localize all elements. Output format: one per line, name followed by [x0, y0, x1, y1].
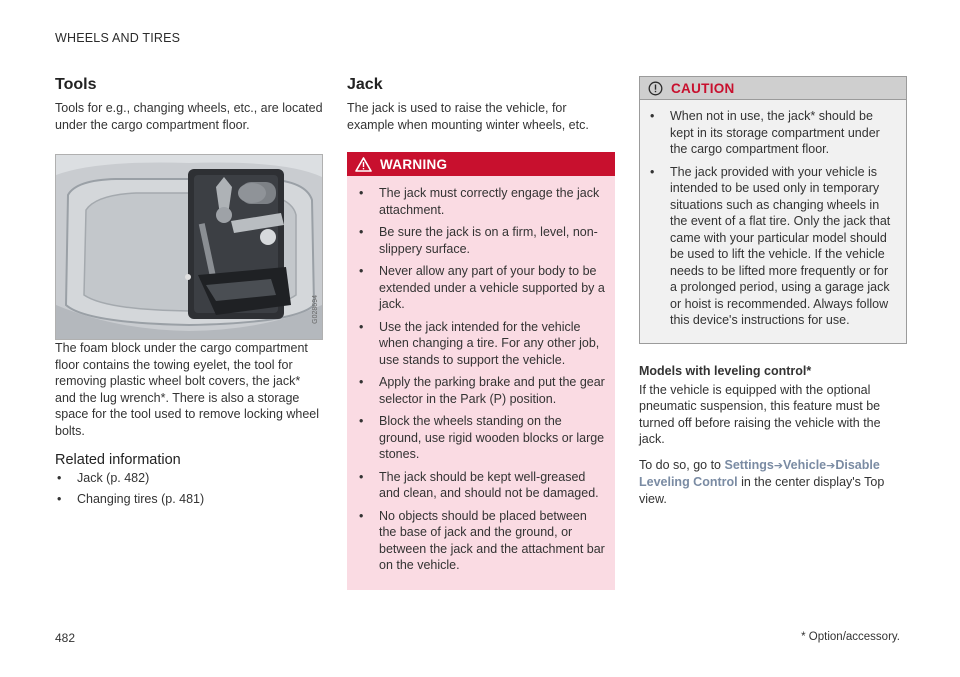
warning-title: WARNING: [380, 156, 448, 172]
jack-column: [347, 76, 615, 590]
page-number: 482: [55, 631, 76, 645]
footnote: * Option/accessory.: [801, 631, 900, 643]
warning-list: [347, 176, 615, 574]
tools-title: Tools: [55, 76, 97, 93]
tools-column: [55, 76, 323, 511]
exclamation-circle-icon: [648, 81, 663, 96]
caution-item: • When not in use, the jack* should be kept in its storage compartment under the cargo compartment floor.: [648, 108, 898, 158]
warning-item: • Be sure the jack is on a firm, level, non-slippery surface.: [357, 224, 605, 257]
caution-header: [640, 77, 906, 100]
jack-intro: The jack is used to raise the vehicle, for example when mounting winter wheels, etc.: [347, 101, 589, 132]
section-header: WHEELS AND TIRES: [55, 31, 181, 45]
warning-item: • Apply the parking brake and put the gear selector in the Park (P) position.: [357, 374, 605, 407]
warning-item: • The jack must correctly engage the jack attachment.: [357, 185, 605, 218]
warning-header: [347, 152, 615, 176]
menu-path-settings: Settings: [724, 457, 774, 472]
related-information-title: Related information: [55, 452, 181, 468]
menu-path-disable-leveling: Disable Leveling Control: [639, 457, 880, 489]
leveling-instructions: [639, 457, 907, 508]
instructions-prefix: To do so, go to: [639, 457, 722, 472]
related-link-changing-tires[interactable]: • Changing tires (p. 481): [55, 491, 323, 508]
instructions-suffix: in the center display's Top view.: [639, 475, 885, 506]
image-code: G028694: [312, 295, 319, 324]
warning-box: [347, 152, 615, 590]
arrow-right-icon: ➔: [826, 459, 836, 472]
leveling-body: If the vehicle is equipped with the optional pneumatic suspension, this feature must be turned off before raising the vehicle with the jack.: [639, 382, 881, 446]
cargo-floor-photo: [55, 154, 323, 340]
leveling-title: Models with leveling control*: [639, 363, 812, 378]
related-list: [55, 470, 323, 507]
related-link-jack[interactable]: • Jack (p. 482): [55, 470, 323, 487]
jack-title: Jack: [347, 76, 383, 93]
warning-item: • No objects should be placed between the base of jack and the ground, or between the jack and the attachment bar on the vehicle.: [357, 508, 605, 574]
caution-list: [640, 100, 906, 329]
tools-intro: Tools for e.g., changing wheels, etc., are located under the cargo compartment floor.: [55, 101, 323, 132]
caution-column: [639, 76, 907, 507]
warning-item: • Never allow any part of your body to be extended under a vehicle supported by a jack.: [357, 263, 605, 313]
warning-item: • Use the jack intended for the vehicle when changing a tire. For any other job, use stands to support the vehicle.: [357, 319, 605, 369]
caution-box: [639, 76, 907, 344]
arrow-right-icon: ➔: [773, 459, 784, 472]
tools-body: The foam block under the cargo compartment floor contains the towing eyelet, the tool for removing plastic wheel bolt covers, the jack* and the lug wrench*. There is also a storage space for the tool used to remove locking wheel bolts.: [55, 341, 320, 438]
caution-item: • The jack provided with your vehicle is intended to be used only in temporary situations such as changing wheels in the event of a flat tire. Only the jack that came with your particular model should be used to lift the vehicle. If the vehicle needs to be lifted more frequently or for a prolonged period, using a garage jack or hoist is recommended. Always follow this device's instructions for use.: [648, 164, 898, 329]
warning-item: • The jack should be kept well-greased and clean, and should not be damaged.: [357, 469, 605, 502]
caution-title: CAUTION: [671, 80, 735, 96]
cargo-tools-illustration: [56, 155, 322, 339]
menu-path-vehicle: Vehicle: [783, 457, 827, 472]
warning-triangle-icon: [355, 157, 372, 172]
warning-item: • Block the wheels standing on the ground, use rigid wooden blocks or large stones.: [357, 413, 605, 463]
